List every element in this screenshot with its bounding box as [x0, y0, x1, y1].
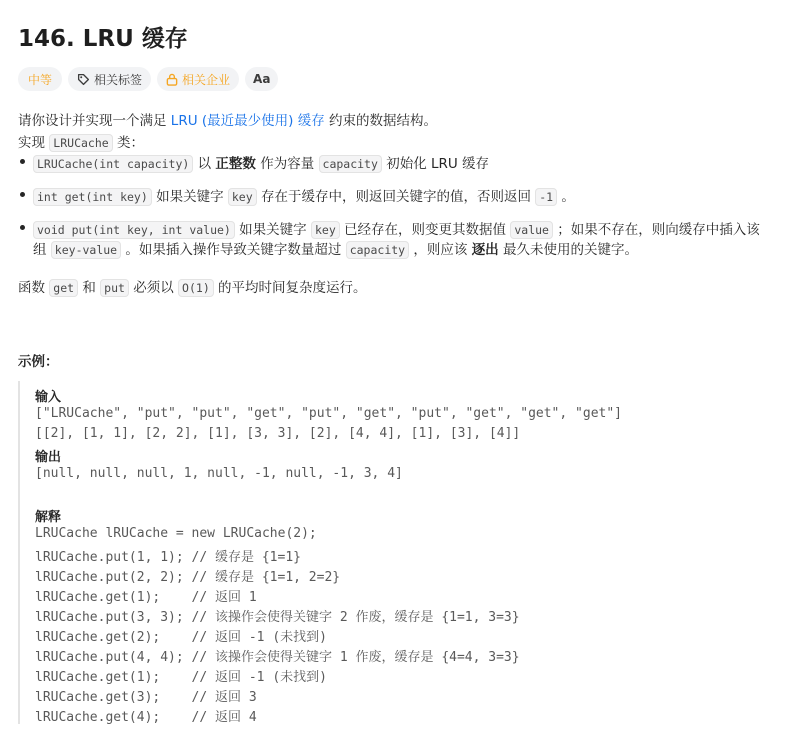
bullet-dot: [20, 159, 25, 164]
explanation-line: LRUCache lRUCache = new LRUCache(2);: [35, 526, 317, 541]
lru-link[interactable]: LRU (最近最少使用) 缓存: [170, 113, 325, 129]
lock-icon: [166, 73, 178, 86]
inline-code: put: [100, 279, 129, 297]
companies-tag-label: 相关企业: [182, 72, 231, 87]
inline-code: LRUCache(int capacity): [33, 155, 193, 173]
description-paragraph-3: 函数 get 和 put 必须以 O(1) 的平均时间复杂度运行。: [18, 280, 367, 296]
description-paragraph-1: 请你设计并实现一个满足 LRU (最近最少使用) 缓存 约束的数据结构。: [18, 113, 437, 129]
output-line: [null, null, null, 1, null, -1, null, -1, 3, 4]: [35, 466, 403, 481]
inline-code: int get(int key): [33, 188, 152, 206]
explanation-line: lRUCache.get(2); // 返回 -1 (未找到): [35, 630, 327, 645]
bullet-dot: [20, 225, 25, 230]
inline-code: capacity: [346, 241, 409, 259]
inline-code: key: [311, 221, 340, 239]
inline-code: void put(int key, int value): [33, 221, 235, 239]
explanation-line: lRUCache.put(2, 2); // 缓存是 {1=1, 2=2}: [35, 570, 341, 585]
inline-code: capacity: [319, 155, 382, 173]
output-label: 输出: [35, 450, 62, 465]
input-line: [[2], [1, 1], [2, 2], [1], [3, 3], [2], [4, 4], [1], [3], [4]]: [35, 426, 521, 441]
inline-code: key-value: [51, 241, 121, 259]
explanation-line: lRUCache.put(3, 3); // 该操作会使得关键字 2 作废，缓存是 {1=1, 3=3}: [35, 610, 520, 625]
problem-description: 146. LRU 缓存 中等 相关标签 相关企业 Aa 请你设计并实现一个满足 LRU (最近最少使用) 缓存 约束的数据结构。 实现 LRUCache 类： LRUCache(int capacity) 以 正整数 作为容量 capacity 初始化 LRU 缓存 int get(int key) 如果关键字 key 存在于缓存中，则返回关键字的值，否则返回 -1 。 void put(int key, int value) 如果关键字 key 已经存在，则变更其数据值 value ；如果不存在，则向缓存中插入该 组 key-value 。如果插入操作导致关键字数量超过 capacity ，则应该 逐出 最久未使用的关键字。 函数 get 和 put 必须以 O(1) 的平均时间复杂度运行。 示例： 输入 ["LRUCache", "put", "put", "get", "put", "get", "put", "get", "get", "get"] [[2], [1, 1], [2, 2], [1], [3, 3], [2], [4, 4], [1], [3], [4]] 输出 [null, null, null, 1, null, -1, null, -1, 3, 4] 解释 LRUCache lRUCache = new LRUCache(2); lRUCache.put(1, 1); // 缓存是 {1=1} lRUCache.put(2, 2); // 缓存是 {1=1, 2=2} lRUCache.get(1); // 返回 1 lRUCache.put(3, 3); // 该操作会使得关键字 2 作废，缓存是 {1=1, 3=3} lRUCache.get(2); // 返回 -1 (未找到) lRUCache.put(4, 4); // 该操作会使得关键字 1 作废，缓存是 {4=4, 3=3} lRUCache.get(1); // 返回 -1 (未找到) lRUCache.get(3); // 返回 3 lRUCache.get(4); // 返回 4: [0, 0, 805, 748]
difficulty-label: 中等: [28, 72, 53, 87]
translate-icon: Aa: [253, 72, 271, 86]
problem-title: 146. LRU 缓存: [18, 26, 188, 52]
example-title: 示例：: [18, 354, 59, 370]
explanation-line: lRUCache.get(1); // 返回 1: [35, 590, 257, 605]
example-block: [18, 381, 720, 724]
inline-code: -1: [535, 188, 557, 206]
tag-icon: [77, 73, 90, 86]
tag-bar: [18, 67, 278, 91]
explanation-line: lRUCache.get(3); // 返回 3: [35, 690, 257, 705]
translate-button[interactable]: [245, 67, 278, 91]
explanation-line: lRUCache.put(1, 1); // 缓存是 {1=1}: [35, 550, 301, 565]
difficulty-badge[interactable]: [18, 67, 62, 91]
explanation-label: 解释: [35, 510, 62, 525]
description-paragraph-2: 实现 LRUCache 类：: [18, 135, 144, 151]
companies-tag-button[interactable]: [157, 67, 239, 91]
inline-code: LRUCache: [49, 134, 112, 152]
topics-tag-label: 相关标签: [94, 72, 143, 87]
explanation-line: lRUCache.get(4); // 返回 4: [35, 710, 257, 725]
topics-tag-button[interactable]: [68, 67, 151, 91]
inline-code: key: [228, 188, 257, 206]
inline-code: value: [510, 221, 553, 239]
explanation-line: lRUCache.put(4, 4); // 该操作会使得关键字 1 作废，缓存是 {4=4, 3=3}: [35, 650, 520, 665]
bullet-dot: [20, 192, 25, 197]
input-line: ["LRUCache", "put", "put", "get", "put", "get", "put", "get", "get", "get"]: [35, 406, 622, 421]
input-label: 输入: [35, 390, 62, 405]
inline-code: get: [49, 279, 78, 297]
explanation-line: lRUCache.get(1); // 返回 -1 (未找到): [35, 670, 327, 685]
inline-code: O(1): [178, 279, 214, 297]
